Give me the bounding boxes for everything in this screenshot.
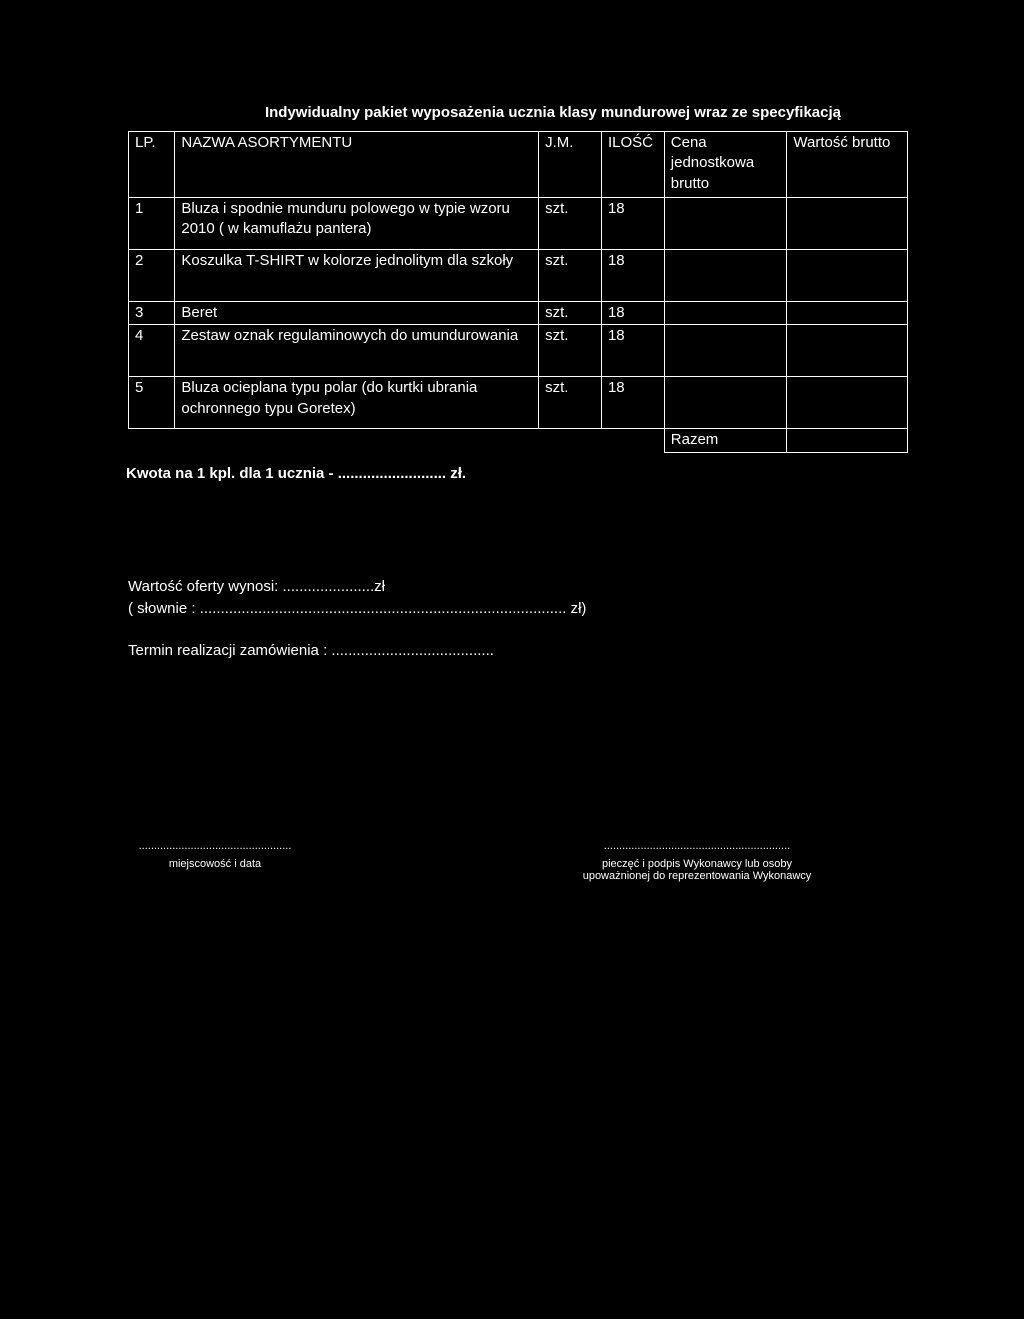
total-spacer	[539, 429, 602, 452]
table-row	[129, 250, 908, 302]
row-jm: szt.	[539, 325, 602, 377]
row-ilosc: 18	[601, 325, 664, 377]
specification-table	[128, 131, 908, 453]
total-spacer	[175, 429, 539, 452]
header-ilosc: ILOŚĆ	[601, 132, 664, 198]
total-label: Razem	[664, 429, 787, 452]
row-wartosc	[787, 198, 908, 250]
header-name: NAZWA ASORTYMENTU	[175, 132, 539, 198]
row-name: Bluza ocieplana typu polar (do kurtki ubrania ochronnego typu Goretex)	[175, 377, 539, 429]
row-jm: szt.	[539, 198, 602, 250]
document-title: Indywidualny pakiet wyposażenia ucznia klasy mundurowej wraz ze specyfikacją	[264, 104, 842, 121]
signature-dots: .............................................................	[603, 840, 791, 852]
row-jm: szt.	[539, 377, 602, 429]
signature-right	[560, 840, 834, 882]
row-lp: 2	[129, 250, 175, 302]
row-wartosc	[787, 377, 908, 429]
row-cena	[664, 302, 787, 325]
row-cena	[664, 250, 787, 302]
header-wartosc: Wartość brutto	[787, 132, 908, 198]
total-spacer	[601, 429, 664, 452]
price-per-student: Kwota na 1 kpl. dla 1 ucznia - .......................... zł.	[126, 465, 467, 482]
table-row	[129, 325, 908, 377]
place-date-label: miejscowość i data	[168, 858, 262, 870]
row-lp: 3	[129, 302, 175, 325]
row-name: Bluza i spodnie munduru polowego w typie wzoru 2010 ( w kamuflażu pantera)	[175, 198, 539, 250]
offer-value-line: Wartość oferty wynosi: ......................zł	[128, 578, 385, 595]
total-spacer	[129, 429, 175, 452]
row-ilosc: 18	[601, 250, 664, 302]
row-name: Zestaw oznak regulaminowych do umundurowania	[175, 325, 539, 377]
signature-left	[130, 840, 300, 870]
total-value	[787, 429, 908, 452]
row-cena	[664, 198, 787, 250]
signature-dots: ..................................................	[138, 840, 292, 852]
row-cena	[664, 325, 787, 377]
offer-section	[128, 576, 586, 662]
authorized-person-label: upoważnionej do reprezentowania Wykonawcy	[582, 870, 812, 882]
row-ilosc: 18	[601, 302, 664, 325]
table-row	[129, 302, 908, 325]
delivery-term-line: Termin realizacji zamówienia : .......................................	[128, 642, 494, 659]
row-jm: szt.	[539, 250, 602, 302]
offer-words-line: ( słownie : ........................................................................................ zł)	[128, 600, 587, 617]
row-ilosc: 18	[601, 377, 664, 429]
spacer	[128, 620, 586, 640]
stamp-signature-label: pieczęć i podpis Wykonawcy lub osoby	[601, 858, 793, 870]
header-jm: J.M.	[539, 132, 602, 198]
row-wartosc	[787, 250, 908, 302]
row-cena	[664, 377, 787, 429]
table-header-row	[129, 132, 908, 198]
row-ilosc: 18	[601, 198, 664, 250]
header-cena: Cena jednostkowa brutto	[664, 132, 787, 198]
row-name: Koszulka T-SHIRT w kolorze jednolitym dla szkoły	[175, 250, 539, 302]
row-wartosc	[787, 325, 908, 377]
row-jm: szt.	[539, 302, 602, 325]
row-lp: 5	[129, 377, 175, 429]
row-name: Beret	[175, 302, 539, 325]
table-total-row	[129, 429, 908, 452]
row-wartosc	[787, 302, 908, 325]
row-lp: 4	[129, 325, 175, 377]
table-row	[129, 198, 908, 250]
table-row	[129, 377, 908, 429]
row-lp: 1	[129, 198, 175, 250]
header-lp: LP.	[129, 132, 175, 198]
